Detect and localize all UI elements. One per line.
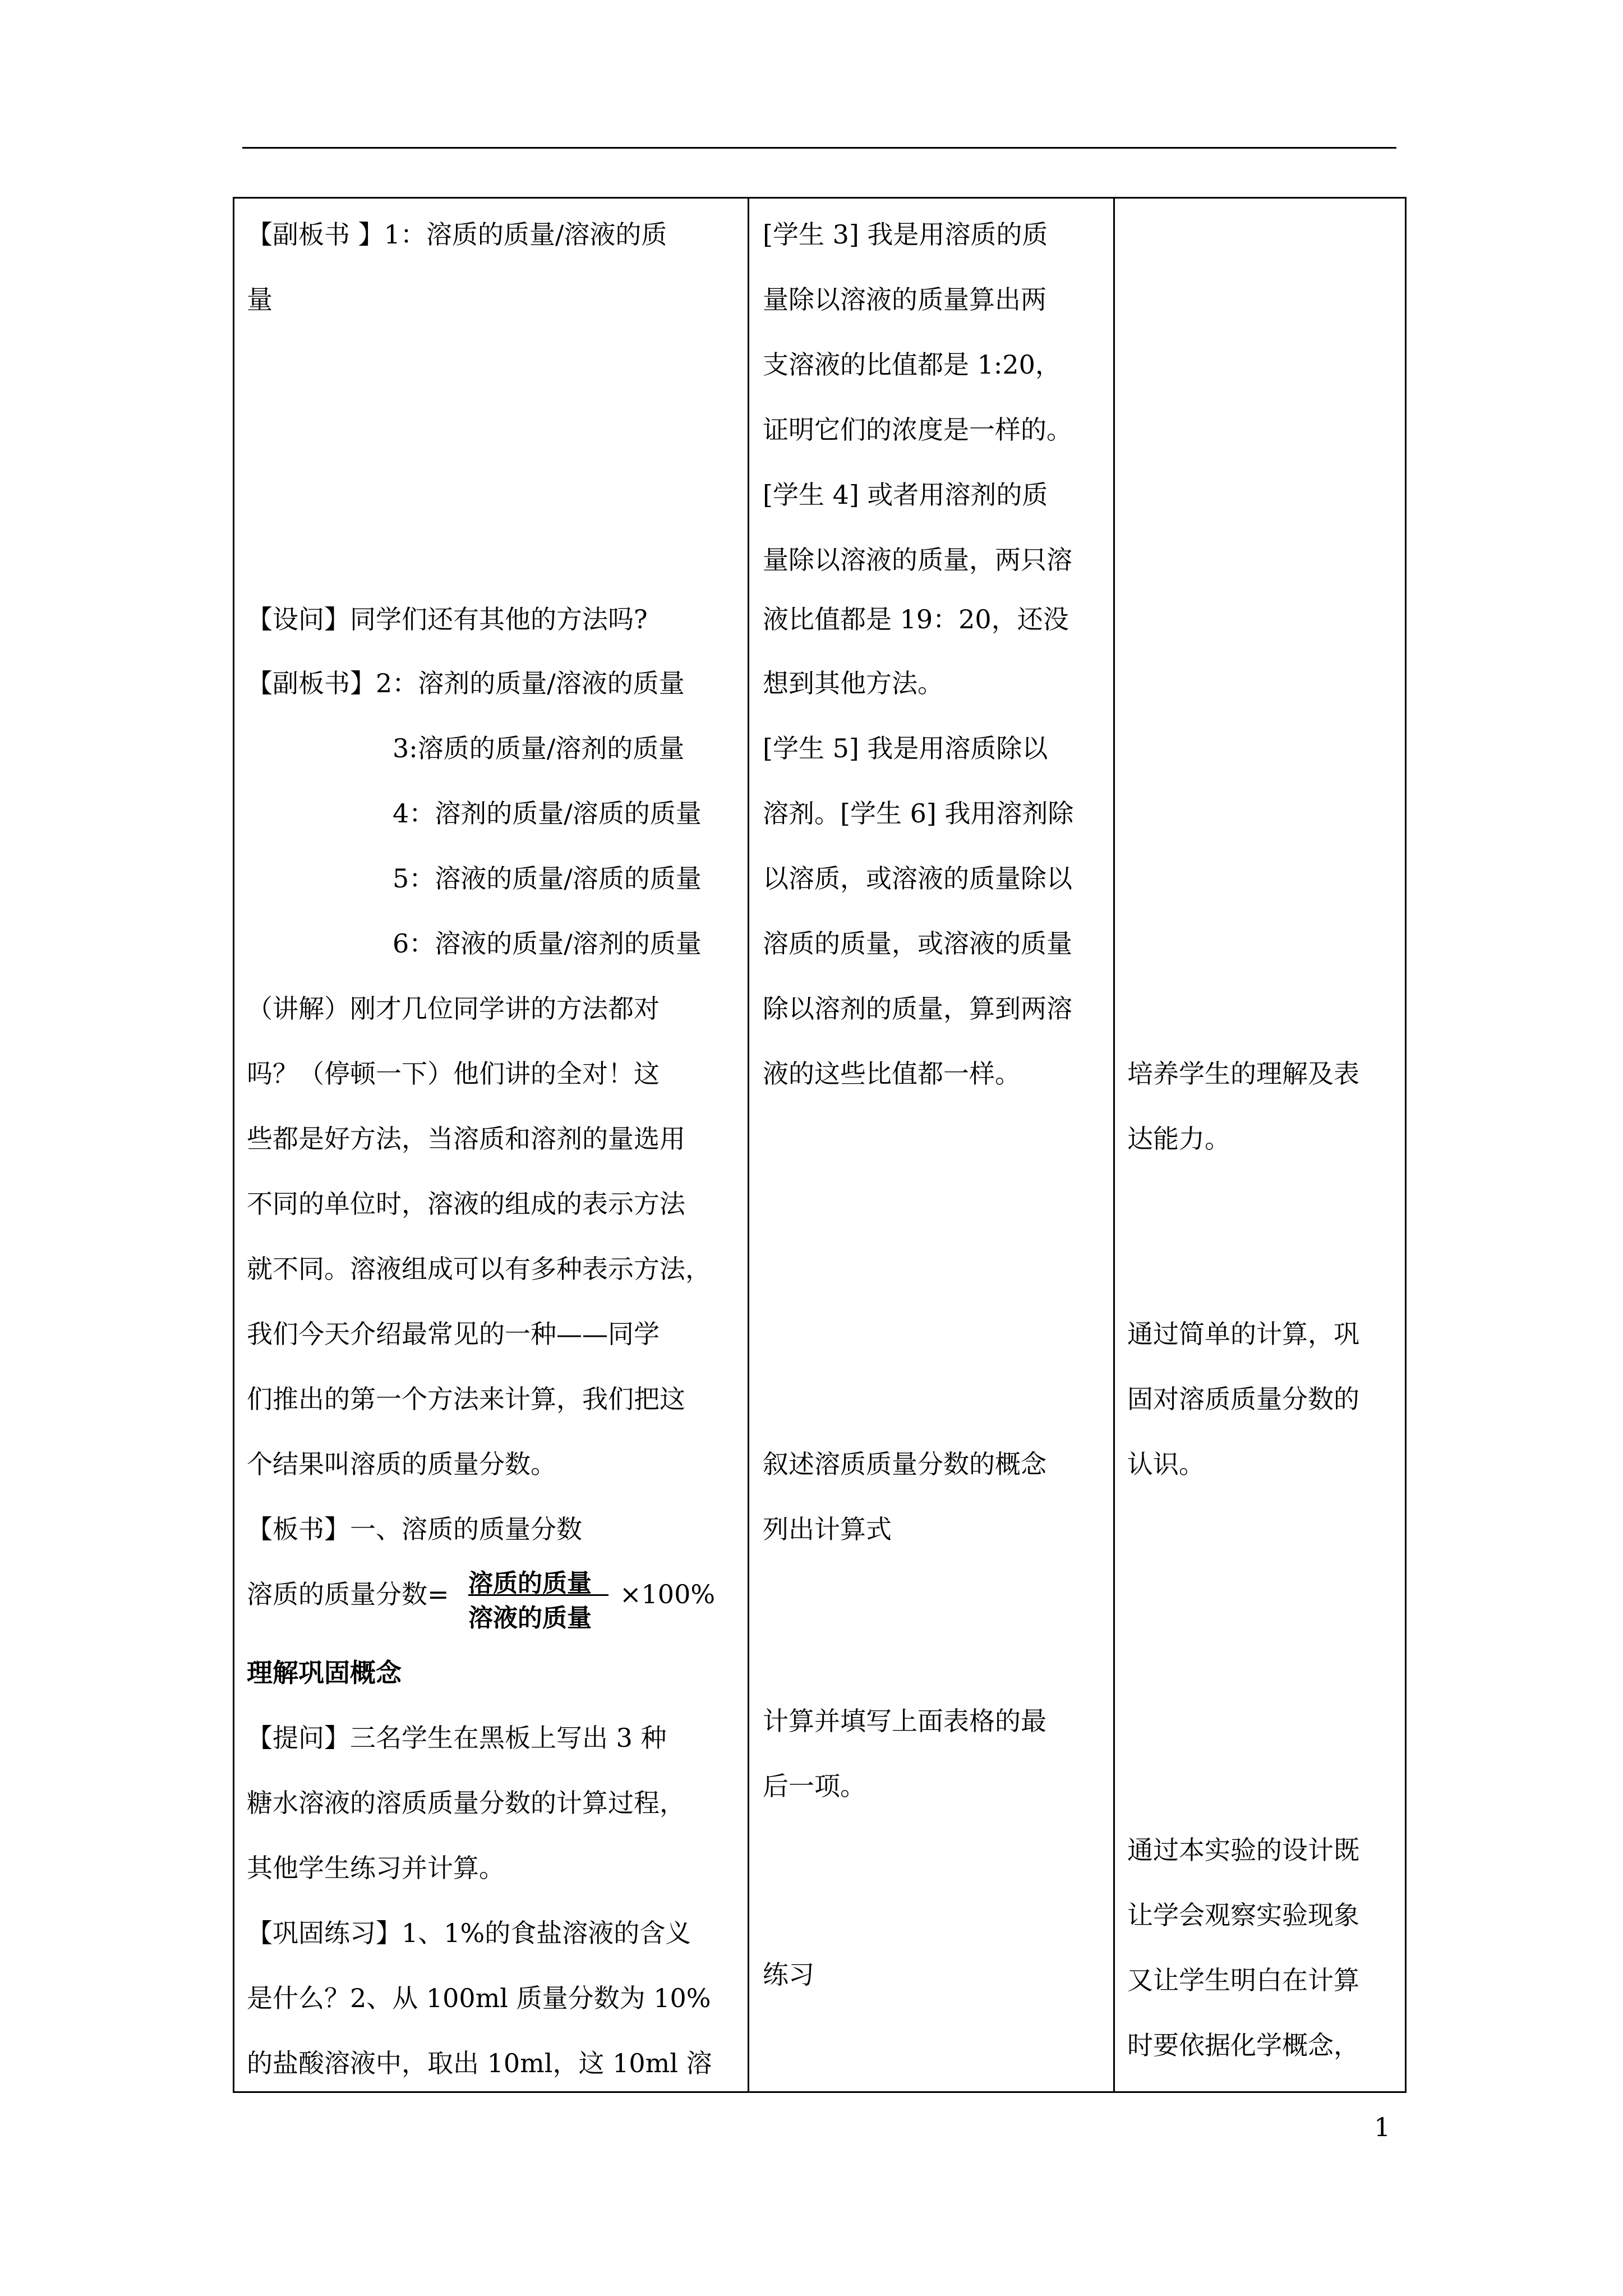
col1-line: 【副板书 】1：溶质的质量/溶液的质 [247, 219, 667, 250]
formula-numerator: 溶质的质量 [468, 1569, 592, 1598]
col2-concept-line: 列出计算式 [763, 1514, 892, 1544]
page-number: 1 [1374, 2112, 1391, 2142]
col1-line: 【副板书】2：溶剂的质量/溶液的质量 [247, 668, 685, 698]
formula-fraction [468, 1562, 614, 1632]
col2-line: 溶质的质量，或溶液的质量 [763, 928, 1072, 959]
col2-line: 液的这些比值都一样。 [763, 1059, 1021, 1089]
col2-line: 除以溶剂的质量，算到两溶 [763, 993, 1072, 1024]
col1-line: （讲解）刚才几位同学讲的方法都对 [247, 993, 660, 1024]
col1-line: 其他学生练习并计算。 [247, 1853, 505, 1883]
col2-line: 以溶质，或溶液的质量除以 [763, 863, 1072, 894]
col1-line: 是什么？2、从 100ml 质量分数为 10% [247, 1983, 711, 2013]
fraction-bar [468, 1594, 608, 1596]
col2-line: [学生 4] 或者用溶剂的质 [763, 480, 1048, 510]
col2-line: [学生 5] 我是用溶质除以 [763, 733, 1048, 763]
col2-line: 溶剂。[学生 6] 我用溶剂除 [763, 798, 1074, 829]
section-heading: 理解巩固概念 [247, 1658, 402, 1688]
col1-line: 量 [247, 284, 273, 315]
formula-denominator: 溶液的质量 [468, 1604, 592, 1632]
col3-line: 又让学生明白在计算 [1127, 1965, 1359, 1995]
col2-calc-line: 计算并填写上面表格的最 [763, 1706, 1046, 1736]
col1-line: 们推出的第一个方法来计算，我们把这 [247, 1384, 685, 1414]
formula-lhs: 溶质的质量分数= [247, 1579, 449, 1609]
col3-line: 达能力。 [1127, 1124, 1230, 1154]
col1-line: 4：溶剂的质量/溶质的质量 [393, 798, 702, 829]
header-rule [242, 147, 1396, 149]
col1-line: 【提问】三名学生在黑板上写出 3 种 [247, 1723, 667, 1753]
col3-line: 通过本实验的设计既 [1127, 1835, 1359, 1865]
column-divider-2 [1113, 199, 1115, 2091]
column-divider-1 [748, 199, 749, 2091]
col3-line: 时要依据化学概念， [1127, 2030, 1359, 2060]
col3-line: 培养学生的理解及表 [1127, 1059, 1359, 1089]
col2-line: 想到其他方法。 [763, 668, 943, 698]
col1-line: 我们今天介绍最常见的一种——同学 [247, 1319, 660, 1349]
col2-line: [学生 3] 我是用溶质的质 [763, 219, 1048, 250]
col1-line: 5：溶液的质量/溶质的质量 [393, 863, 702, 894]
formula-rhs: ×100% [620, 1579, 716, 1609]
col1-line: 糖水溶液的溶质质量分数的计算过程， [247, 1788, 685, 1818]
col1-line: 【板书】一、溶质的质量分数 [247, 1514, 582, 1544]
col1-line: 吗？（停顿一下）他们讲的全对！这 [247, 1059, 660, 1089]
col2-line: 量除以溶液的质量算出两 [763, 284, 1046, 315]
col2-practice: 练习 [763, 1959, 814, 1990]
col1-line: 些都是好方法，当溶质和溶剂的量选用 [247, 1124, 685, 1154]
col1-line: 6：溶液的质量/溶剂的质量 [393, 928, 702, 959]
col3-line: 固对溶质质量分数的 [1127, 1384, 1359, 1414]
col1-line: 个结果叫溶质的质量分数。 [247, 1449, 556, 1479]
col1-line: 的盐酸溶液中，取出 10ml，这 10ml 溶 [247, 2048, 712, 2078]
col2-line: 证明它们的浓度是一样的。 [763, 415, 1072, 445]
col2-concept-line: 叙述溶质质量分数的概念 [763, 1449, 1046, 1479]
col3-line: 认识。 [1127, 1449, 1205, 1479]
col2-line: 支溶液的比值都是 1:20， [763, 349, 1061, 380]
col3-line: 通过简单的计算，巩 [1127, 1319, 1359, 1349]
col1-line: 3:溶质的质量/溶剂的质量 [393, 733, 685, 763]
col1-line: 不同的单位时，溶液的组成的表示方法 [247, 1189, 685, 1219]
col3-line: 让学会观察实验现象 [1127, 1900, 1359, 1930]
col1-line: 【巩固练习】1、1%的食盐溶液的含义 [247, 1918, 691, 1948]
col1-line: 【设问】同学们还有其他的方法吗? [247, 604, 648, 634]
col2-calc-line: 后一项。 [763, 1771, 866, 1801]
col1-line: 就不同。溶液组成可以有多种表示方法， [247, 1254, 711, 1284]
col2-line: 量除以溶液的质量，两只溶 [763, 545, 1072, 575]
col2-line: 液比值都是 19：20，还没 [763, 604, 1069, 634]
